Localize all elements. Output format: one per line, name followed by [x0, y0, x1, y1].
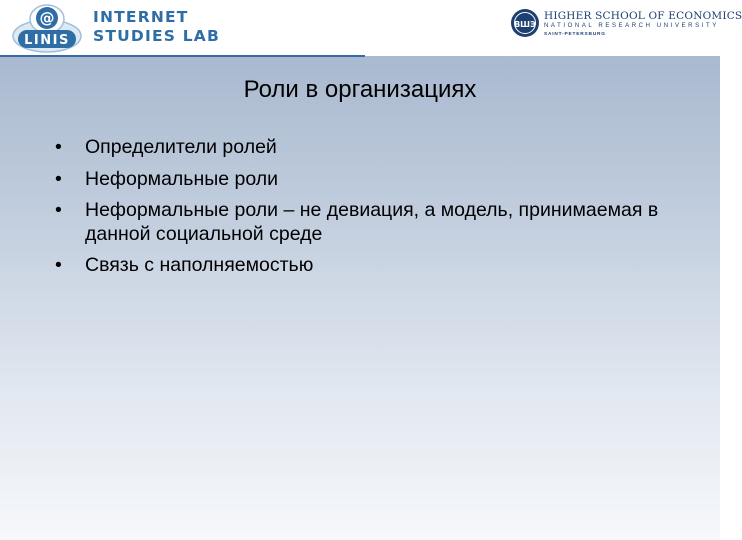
bullet-item: [55, 136, 695, 160]
bullet-text: Неформальные роли: [85, 167, 279, 190]
linis-cloud-icon: [8, 2, 86, 54]
linis-badge-text: LINIS: [24, 33, 70, 48]
bullet-marker: •: [55, 167, 62, 190]
bullet-item: [55, 254, 695, 278]
hse-name: HIGHER SCHOOL OF ECONOMICS: [544, 10, 742, 22]
bullet-list: [55, 136, 695, 286]
hse-emblem-text: ВШЭ: [514, 20, 536, 29]
slide-title: [0, 76, 720, 104]
bullet-text: Связь с наполняемостью: [85, 254, 314, 276]
bullet-text: Определители ролей: [85, 136, 277, 158]
slide-title-text: Роли в организациях: [243, 76, 477, 103]
hse-subtitle: NATIONAL RESEARCH UNIVERSITY: [544, 23, 719, 29]
bullet-item: [55, 168, 695, 192]
bullet-marker: •: [55, 199, 62, 221]
hse-campus: SAINT-PETERSBURG: [544, 32, 606, 37]
slide-body: [0, 56, 720, 540]
linis-lab-name-line2: STUDIES LAB: [93, 27, 220, 45]
header-divider: [0, 55, 365, 57]
hse-emblem-icon: [510, 8, 540, 38]
bullet-marker: •: [55, 136, 62, 158]
hse-wordmark: [544, 10, 742, 38]
bullet-text: Неформальные роли – не девиация, а модель, принимаемая в данной социальной среде: [85, 199, 659, 245]
linis-lab-name: [93, 8, 220, 46]
hse-logo: [510, 8, 540, 38]
linis-lab-name-line1: INTERNET: [93, 8, 189, 26]
linis-logo: [8, 2, 86, 54]
bullet-item: [55, 199, 695, 246]
at-sign-glyph: @: [39, 9, 55, 27]
bullet-marker: •: [55, 254, 62, 276]
